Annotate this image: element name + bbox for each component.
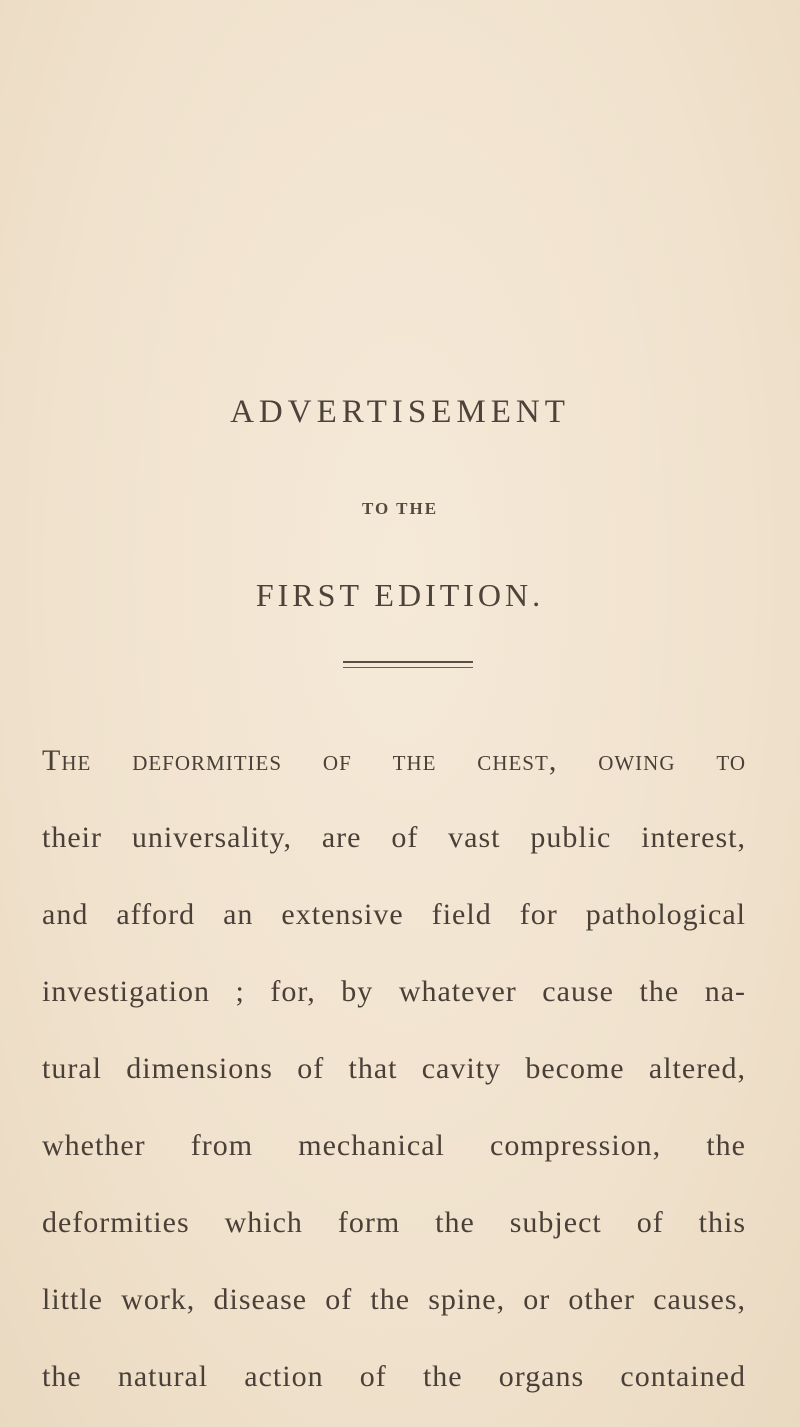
edition-title: FIRST EDITION. [255,577,545,613]
text-line: tural dimensions of that cavity become altered, [42,1052,746,1085]
ornamental-rule-top [343,661,473,663]
ornamental-rule-bottom [343,667,473,668]
page-subtitle: TO THE [361,499,439,518]
text-line: whether from mechanical compression, the [42,1129,746,1162]
text-line: deformities which form the subject of this [42,1206,746,1239]
text-line: little work, disease of the spine, or other causes, [42,1283,746,1316]
body-paragraph [42,722,746,1415]
text-line: their universality, are of vast public interest, [42,821,746,854]
text-line: the natural action of the organs contained [42,1360,746,1393]
text-line: investigation ; for, by whatever cause the na- [42,975,746,1008]
page-title: ADVERTISEMENT [230,394,570,430]
text-line: and afford an extensive field for pathological [42,898,746,931]
text-line: The deformities of the chest, owing to [42,744,746,777]
